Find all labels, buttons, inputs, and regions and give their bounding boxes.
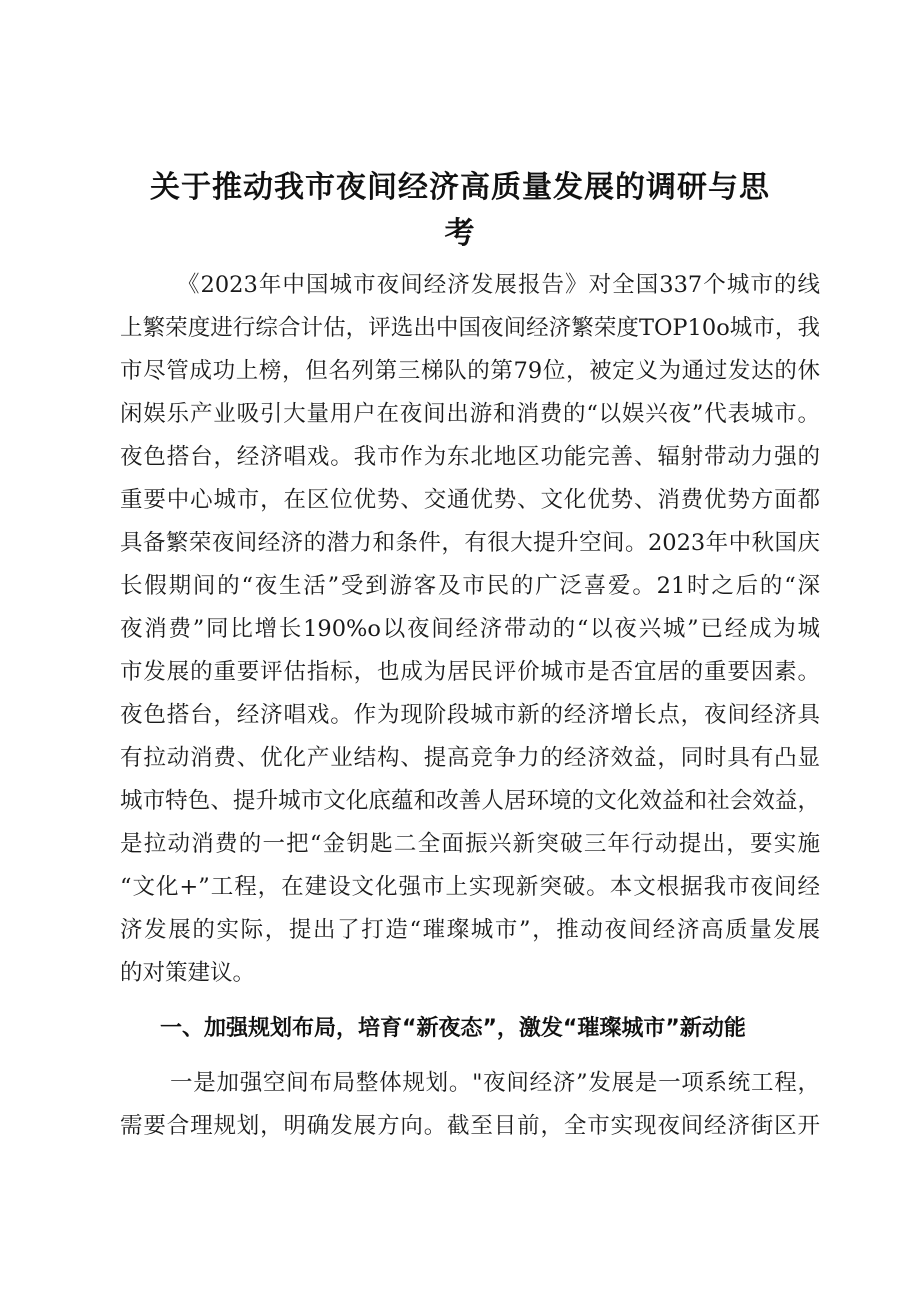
paragraph-line: 夜色搭台，经济唱戏。作为现阶段城市新的经济增长点，夜间经济具: [120, 702, 820, 728]
paragraph-line: 夜色搭台，经济唱戏。我市作为东北地区功能完善、辐射带动力强的: [120, 444, 820, 470]
paragraph-line: 长假期间的“夜生活”受到游客及市民的广泛喜爱。21时之后的“深: [120, 573, 820, 599]
paragraph-line: 市发展的重要评估指标，也成为居民评价城市是否宜居的重要因素。: [120, 659, 820, 685]
paragraph-line: 《2023年中国城市夜间经济发展报告》对全国337个城市的线: [177, 272, 820, 298]
paragraph-line: 重要中心城市，在区位优势、交通优势、文化优势、消费优势方面都: [120, 487, 820, 513]
paragraph-line: 城市特色、提升城市文化底蕴和改善人居环境的文化效益和社会效益，: [120, 788, 820, 814]
document-title-line-1: 关于推动我市夜间经济高质量发展的调研与思: [150, 170, 770, 205]
paragraph-line: 夜消费”同比增长190%o以夜间经济带动的“以夜兴城”已经成为城: [120, 616, 820, 642]
paragraph-line: “文化+”工程，在建设文化强市上实现新突破。本文根据我市夜间经: [120, 874, 820, 900]
paragraph-line: 的对策建议。: [120, 960, 256, 986]
document-title-line-2: 考: [444, 216, 476, 251]
paragraph-line: 市尽管成功上榜，但名列第三梯队的第79位，被定义为通过发达的休: [120, 358, 820, 384]
paragraph-line: 有拉动消费、优化产业结构、提高竞争力的经济效益，同时具有凸显: [120, 745, 820, 771]
paragraph-line: 需要合理规划，明确发展方向。截至目前，全市实现夜间经济街区开: [120, 1113, 820, 1139]
paragraph-line: 具备繁荣夜间经济的潜力和条件，有很大提升空间。2023年中秋国庆: [120, 530, 820, 556]
section-heading: 一、加强规划布局，培育“新夜态”，激发“璀璨城市”新动能: [160, 1016, 746, 1041]
paragraph-line: 上繁荣度进行综合计估，评选出中国夜间经济繁荣度TOP10o城市，我: [120, 315, 820, 341]
paragraph-line: 闲娱乐产业吸引大量用户在夜间出游和消费的“以娱兴夜”代表城市。: [120, 401, 820, 427]
paragraph-line: 是拉动消费的一把“金钥匙二全面振兴新突破三年行动提出，要实施: [120, 831, 820, 857]
paragraph-line: 济发展的实际，提出了打造“璀璨城市”，推动夜间经济高质量发展: [120, 917, 820, 943]
paragraph-line: 一是加强空间布局整体规划。"夜间经济”发展是一项系统工程，: [170, 1070, 820, 1096]
